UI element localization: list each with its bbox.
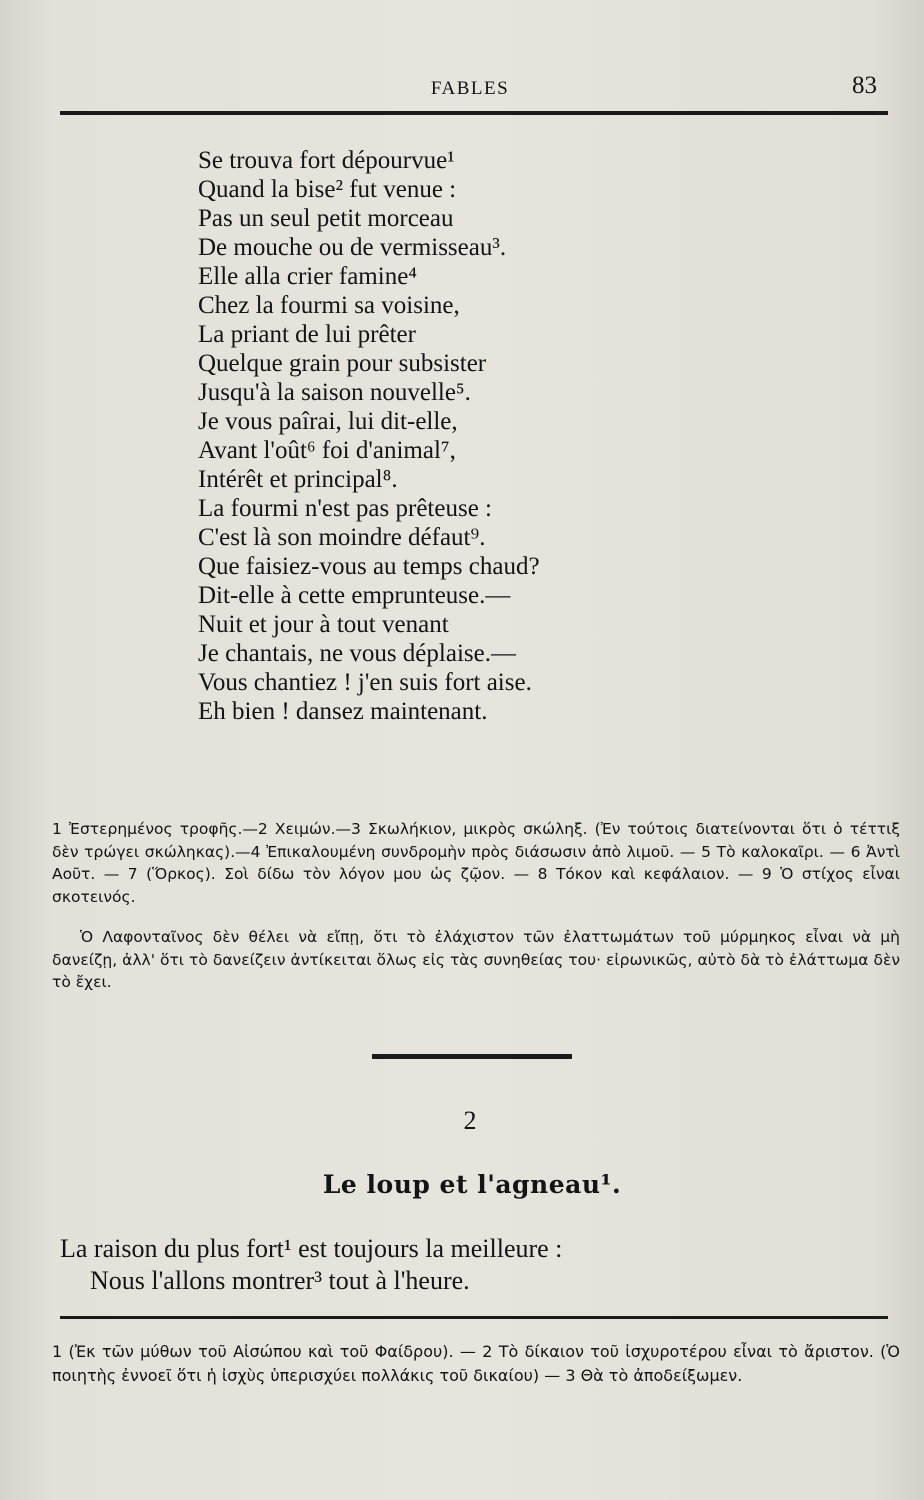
poem-line: Eh bien ! dansez maintenant. [198, 698, 488, 725]
poem-line: La priant de lui prêter [198, 321, 416, 348]
poem-line: Que faisiez-vous au temps chaud? [198, 553, 540, 580]
running-title: FABLES [430, 78, 510, 99]
poem-line: Se trouva fort dépourvue¹ [198, 147, 455, 174]
poem-line: Dit-elle à cette emprunteuse.— [198, 582, 511, 609]
poem-line: Elle alla crier famine⁴ [198, 263, 418, 290]
poem-line: De mouche ou de vermisseau³. [198, 234, 507, 261]
poem-line: Quand la bise² fut venue : [198, 176, 457, 203]
footnote-rule [60, 1316, 888, 1319]
poem-line: La fourmi n'est pas prêteuse : [198, 495, 492, 522]
poem-line: Pas un seul petit morceau [198, 205, 454, 232]
poem-text [198, 146, 718, 726]
fable-title: Le loup et l'agneau¹. [322, 1170, 622, 1199]
header-rule [60, 111, 888, 115]
poem-line: Quelque grain pour subsister [198, 350, 487, 377]
fable-number: 2 [463, 1106, 477, 1135]
footnotes-fable-2: 1 (Ἐκ τῶν μύθων τοῦ Αἰσώπου καὶ τοῦ Φαίδρου). — 2 Τὸ δίκαιον τοῦ ἰσχυροτέρου εἶναι τὸ ἄριστον. (Ὁ ποιητὴς ἐννοεῖ ὅτι ἡ ἰσχὺς ὑπερισχύει πολλάκις τοῦ δικαίου) — 3 Θὰ τὸ ἀποδείξωμεν. [52, 1342, 900, 1385]
poem-line: C'est là son moindre défaut⁹. [198, 524, 486, 551]
poem-line: Intérêt et principal⁸. [198, 466, 398, 493]
moral-line: La raison du plus fort¹ est toujours la meilleure : [60, 1234, 563, 1263]
page-number: 83 [852, 72, 877, 99]
footnote-commentary: Ὁ Λαφονταῖνος δὲν θέλει νὰ εἴπῃ, ὅτι τὸ ἐλάχιστον τῶν ἐλαττωμάτων τοῦ μύρμηκος εἶναι νὰ μὴ δανείζῃ, ἀλλ' ὅτι τὸ δανείζειν ἀντίκειται ὅλως εἰς τὰς συνηθείας του· εἰρωνικῶς, αὐτὸ δὰ τὸ ἐλάττωμα δὲν τὸ ἔχει. [52, 928, 900, 991]
moral-line: Nous l'allons montrer³ tout à l'heure. [90, 1266, 470, 1295]
poem-line: Jusqu'à la saison nouvelle⁵. [198, 379, 471, 406]
section-divider [372, 1054, 572, 1059]
footnotes-greek: 1 Ἐστερημένος τροφῆς.—2 Χειμών.—3 Σκωλήκιον, μικρὸς σκώληξ. (Ἐν τούτοις διατείνονται ὅτι ὁ τέττιξ δὲν τρώγει σκώληκας).—4 Ἐπικαλουμένη συνδρομὴν πρὸς διάσωσιν ἀπὸ λιμοῦ. — 5 Τὸ καλοκαῖρι. — 6 Ἀντὶ Αοῦτ. — 7 (Ὅρκος). Σοὶ δίδω τὸν λόγον μου ὡς ζῷον. — 8 Τόκον καὶ κεφάλαιον. — 9 Ὁ στίχος εἶναι σκοτεινός. [52, 820, 900, 906]
poem-line: Nuit et jour à tout venant [198, 611, 449, 638]
poem-line: Vous chantiez ! j'en suis fort aise. [198, 669, 532, 696]
poem-line: Chez la fourmi sa voisine, [198, 292, 460, 319]
fable-moral [60, 1233, 820, 1297]
poem-line: Avant l'oût⁶ foi d'animal⁷, [198, 437, 456, 464]
poem-line: Je vous paîrai, lui dit-elle, [198, 408, 458, 435]
poem-line: Je chantais, ne vous déplaise.— [198, 640, 516, 667]
